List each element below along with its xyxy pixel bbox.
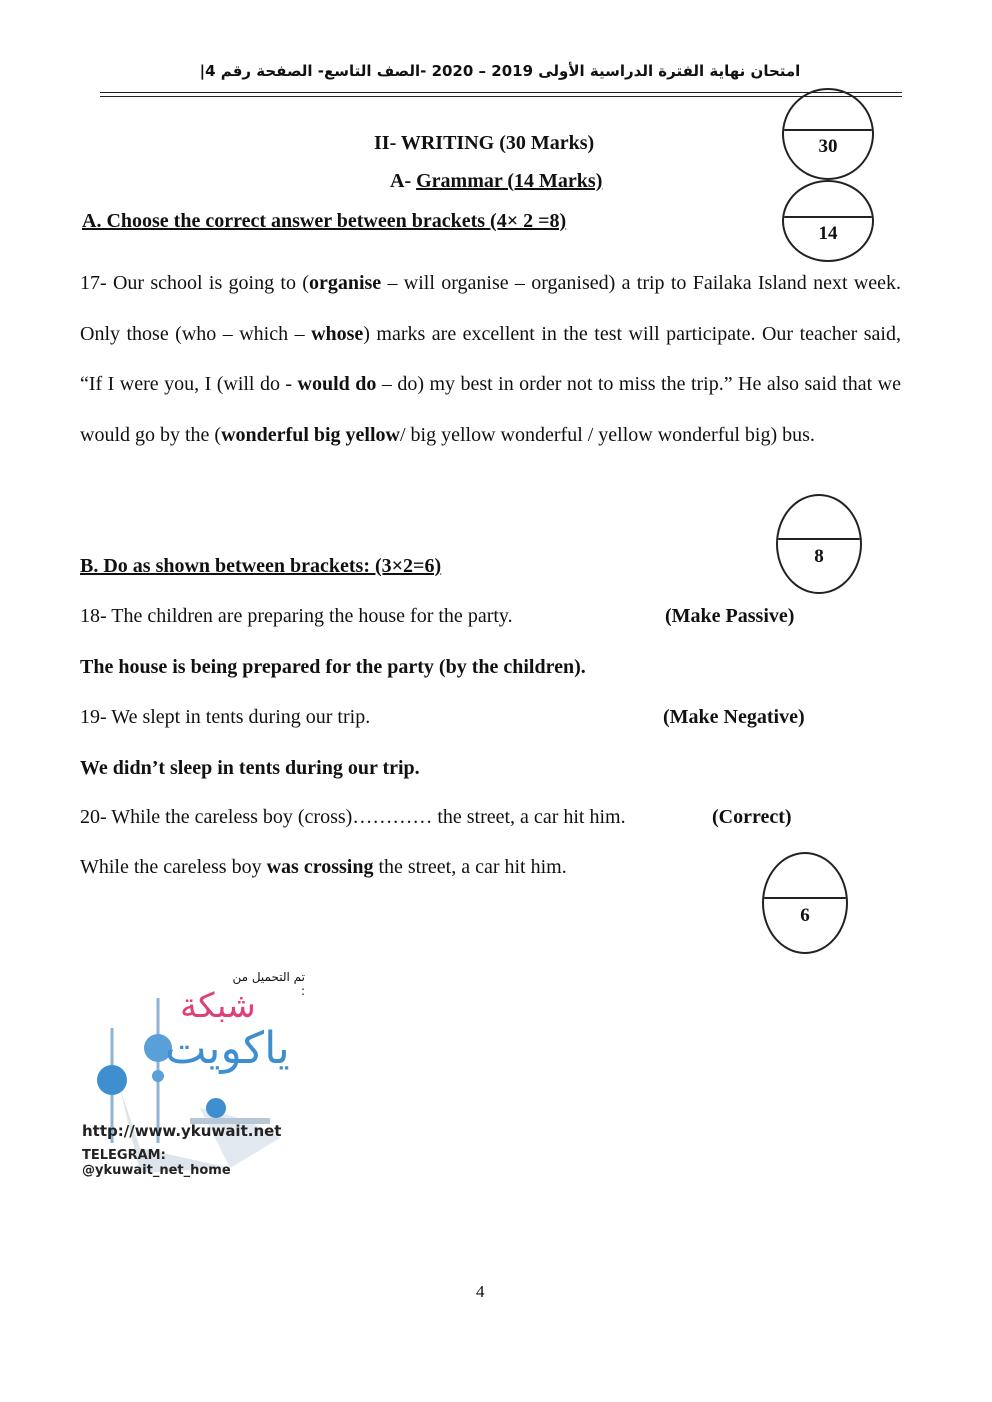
logo-network: شبكة (180, 986, 256, 1026)
answer-20-bold: was crossing (266, 856, 374, 878)
question-17-paragraph (80, 258, 901, 460)
section-title: II- WRITING (30 Marks) (374, 132, 595, 154)
score-circle-grammar (782, 180, 874, 262)
question-19-instruction: (Make Negative) (663, 706, 805, 728)
subsection-title (390, 170, 602, 193)
score-max: 14 (818, 222, 838, 244)
header-rule-bottom (100, 96, 902, 97)
answer-19: We didn’t sleep in tents during our trip. (80, 757, 420, 779)
question-19: 19- We slept in tents during our trip. (80, 706, 371, 728)
page-header: امتحان نهاية الفترة الدراسية الأولى 2019 – 2020 -الصف التاسع- الصفحة رقم 4| (199, 62, 801, 80)
part-b-heading: B. Do as shown between brackets: (3×2=6) (80, 555, 442, 577)
q17-answer-1: organise (308, 272, 382, 294)
question-18-instruction: (Make Passive) (665, 605, 795, 627)
score-circle-writing (782, 88, 874, 180)
score-circle-part-a (776, 494, 862, 594)
score-max: 8 (814, 545, 824, 567)
circle-divider (764, 897, 846, 899)
q17-text-4: – do) my best in order not to miss the trip.” He also said that we would go by the ( (80, 373, 901, 446)
answer-20 (80, 856, 567, 879)
circle-divider (778, 538, 860, 540)
q17-text-2: – will organise – organised) a trip to Failaka Island next week. Only those (who – which – (80, 272, 902, 345)
logo-name: ياكويت (165, 1023, 290, 1074)
score-max: 30 (818, 135, 838, 157)
logo-downloaded-from: تم التحميل من : (232, 970, 305, 998)
subsection-label: Grammar (14 Marks) (416, 170, 603, 192)
subsection-prefix: A- (390, 170, 417, 192)
page-number: 4 (476, 1282, 485, 1301)
circle-divider (784, 129, 872, 131)
q17-answer-4: wonderful big yellow (221, 423, 400, 446)
header-rule-top (100, 92, 902, 93)
question-20-instruction: (Correct) (712, 806, 792, 828)
logo-links (82, 1122, 312, 1178)
q17-text-3: ) marks are excellent in the test will participate. Our teacher said, “If I were you, I (will do - (80, 322, 901, 395)
question-20: 20- While the careless boy (cross)………… the street, a car hit him. (80, 806, 626, 828)
q17-text-5: / big yellow wonderful / yellow wonderful big) bus. (400, 423, 815, 446)
logo-telegram[interactable]: TELEGRAM: @ykuwait_net_home (82, 1148, 231, 1178)
q17-answer-3: would do (297, 373, 377, 395)
q17-text-1: 17- Our school is going to ( (80, 272, 309, 294)
q17-answer-2: whose (311, 322, 364, 345)
answer-18: The house is being prepared for the party (by the children). (80, 656, 586, 678)
score-circle-part-b (762, 852, 848, 954)
circle-divider (784, 216, 872, 218)
answer-20-post: the street, a car hit him. (373, 856, 567, 878)
question-18: 18- The children are preparing the house for the party. (80, 605, 513, 627)
answer-20-pre: While the careless boy (80, 856, 267, 878)
logo-url[interactable]: http://www.ykuwait.net (82, 1122, 282, 1140)
part-a-heading: A. Choose the correct answer between brackets (4× 2 =8) (82, 210, 567, 232)
score-max: 6 (800, 904, 810, 926)
